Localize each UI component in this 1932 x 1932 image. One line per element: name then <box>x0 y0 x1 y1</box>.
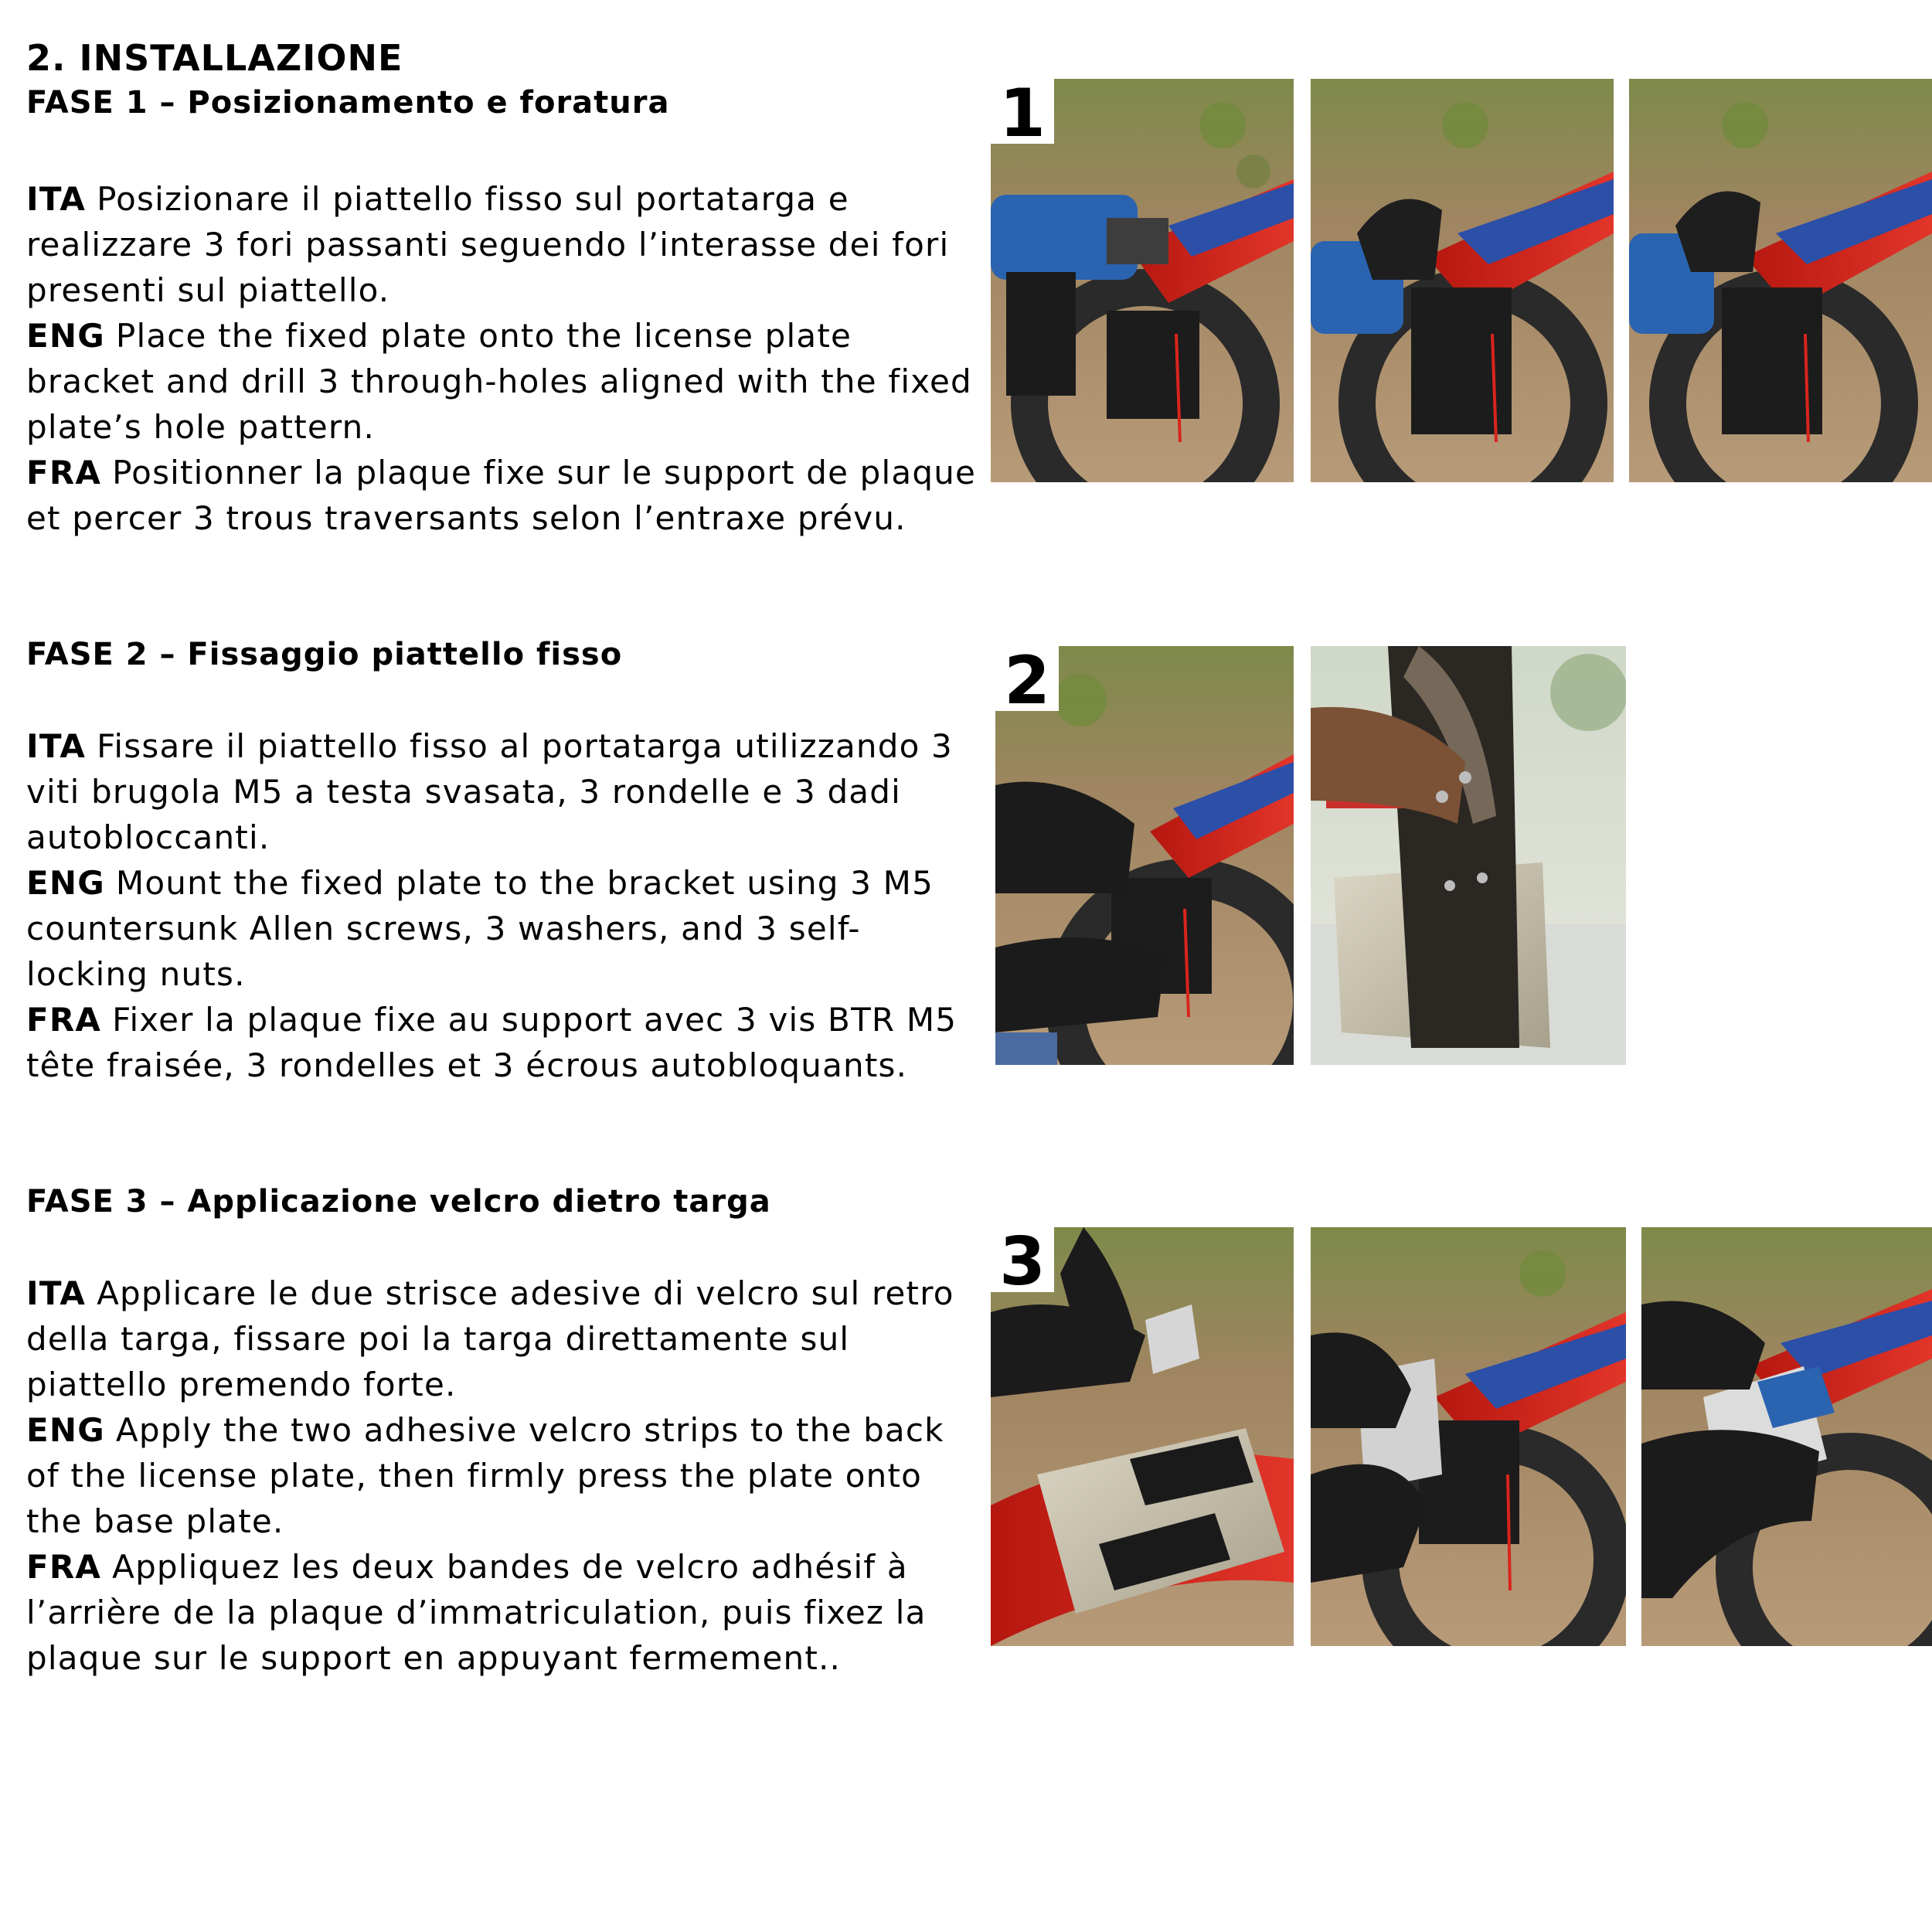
paragraph-text: Appliquez les deux bandes de velcro adhésif à l’arrière de la plaque d’immatriculation, puis fixez la plaque sur le support en appuyant fermement.. <box>26 1548 927 1677</box>
paragraph-text: Place the fixed plate onto the license plate bracket and drill 3 through-holes aligned with the fixed plate’s hole pattern. <box>26 317 972 446</box>
paragraph-text: Positionner la plaque fixe sur le support de plaque et percer 3 trous traversants selon l’entraxe prévu. <box>26 454 977 537</box>
lang-label: FRA <box>26 1001 102 1039</box>
lang-label: FRA <box>26 454 102 492</box>
phase-3-ita <box>26 1270 977 1407</box>
phase-1-eng <box>26 313 977 450</box>
paragraph-text: Mount the fixed plate to the bracket using 3 M5 countersunk Allen screws, 3 washers, and 3 self-locking nuts. <box>26 864 934 993</box>
paragraph-text: Applicare le due strisce adesive di velcro sul retro della targa, fissare poi la targa direttamente sul piattello premendo forte. <box>26 1274 954 1403</box>
velcro-photo-b <box>1311 1227 1626 1646</box>
step-number-1: 1 <box>991 79 1054 144</box>
phase-2-eng <box>26 860 977 997</box>
phase-1-fra <box>26 450 977 541</box>
lang-label: ITA <box>26 727 87 765</box>
phase-1-text <box>26 176 977 541</box>
paragraph-text: Fixer la plaque fixe au support avec 3 vis BTR M5 tête fraisée, 3 rondelles et 3 écrous autobloquants. <box>26 1001 957 1084</box>
mount-photo-b <box>1311 646 1626 1065</box>
velcro-photo-c <box>1641 1227 1932 1646</box>
lang-label: FRA <box>26 1548 102 1586</box>
paragraph-text: Posizionare il piattello fisso sul portatarga e realizzare 3 fori passanti seguendo l’interasse dei fori presenti sul piattello. <box>26 180 950 309</box>
phase-2-paragraphs <box>26 723 977 1088</box>
lang-label: ENG <box>26 1411 105 1449</box>
paragraph-text: Fissare il piattello fisso al portatarga utilizzando 3 viti brugola M5 a testa svasata, 3 rondelle e 3 dadi autobloccanti. <box>26 727 953 856</box>
phase-2-fra <box>26 997 977 1088</box>
phase-1-ita <box>26 176 977 313</box>
drill-photo-a <box>991 79 1294 482</box>
lang-label: ENG <box>26 864 105 902</box>
phase-2-ita <box>26 723 977 860</box>
phase-3-paragraphs <box>26 1270 977 1681</box>
phase-2-title: FASE 2 – Fissaggio piattello fisso <box>26 637 623 672</box>
step-number-3: 3 <box>991 1227 1054 1292</box>
paragraph-text: Apply the two adhesive velcro strips to the back of the license plate, then firmly press the plate onto the base plate. <box>26 1411 944 1540</box>
lang-label: ITA <box>26 1274 87 1312</box>
lang-label: ITA <box>26 180 87 218</box>
phase-1-title: FASE 1 – Posizionamento e foratura <box>26 85 670 121</box>
phase-3-eng <box>26 1407 977 1544</box>
phase-3-title: FASE 3 – Applicazione velcro dietro targa <box>26 1184 771 1219</box>
header <box>26 36 977 125</box>
drill-photo-b <box>1311 79 1614 482</box>
page-title: 2. INSTALLAZIONE <box>26 37 403 79</box>
phase-3-text <box>26 1179 977 1224</box>
drill-photo-c <box>1629 79 1932 482</box>
phase-3-fra <box>26 1544 977 1681</box>
phase-2-text <box>26 632 977 677</box>
velcro-photo-a <box>991 1227 1294 1646</box>
mount-photo-a <box>995 646 1294 1065</box>
lang-label: ENG <box>26 317 105 355</box>
step-number-2: 2 <box>995 646 1059 711</box>
